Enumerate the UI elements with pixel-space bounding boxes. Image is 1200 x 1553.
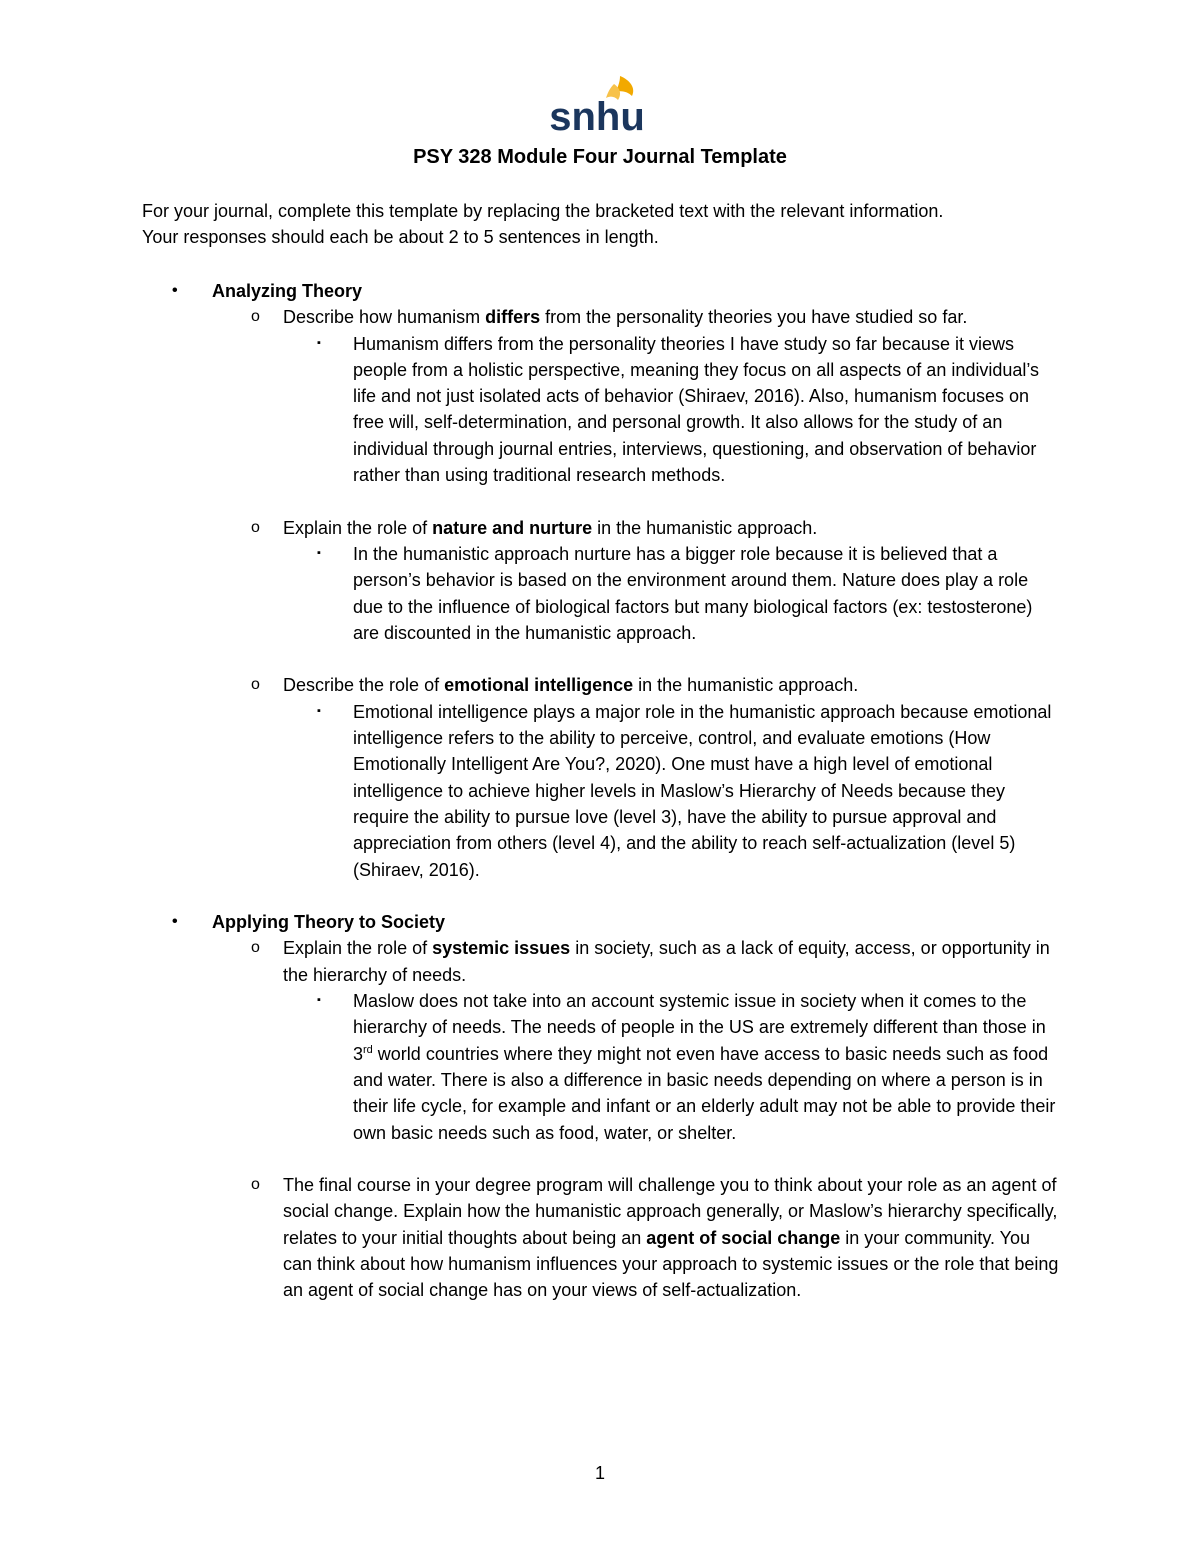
question-keyword: systemic issues bbox=[432, 938, 571, 959]
question-item bbox=[0, 304, 1063, 330]
spacer bbox=[0, 1146, 1200, 1172]
square-marker: ▪ bbox=[317, 546, 321, 559]
spacer bbox=[0, 488, 1200, 514]
question-text: Explain the role of bbox=[283, 517, 433, 538]
circle-marker: o bbox=[251, 1176, 260, 1194]
question-keyword: agent of social change bbox=[646, 1227, 841, 1248]
section-analyzing-theory bbox=[0, 278, 1200, 883]
question-text: Describe the role of bbox=[283, 675, 445, 696]
question-keyword: emotional intelligence bbox=[444, 675, 634, 696]
intro-line-2: Your responses should each be about 2 to 5 sentences in length. bbox=[142, 227, 659, 248]
question-item bbox=[0, 1172, 1063, 1303]
question-text: in the humanistic approach. bbox=[592, 517, 818, 538]
page-number: 1 bbox=[594, 1463, 605, 1483]
circle-marker: o bbox=[251, 939, 260, 957]
answer-text: Humanism differs from the personality theories I have study so far because it views people from a holistic perspective, meaning they focus on all aspects of an individual’s life and not just isolated acts of behavior (Shiraev, 2016). Also, humanism focuses on free will, self-determination, and personal growth. It also allows for the study of an individual through journal entries, interviews, questioning, and observation of behavior rather than using traditional research methods. bbox=[353, 333, 1040, 486]
snhu-logo bbox=[549, 74, 645, 139]
square-marker: ▪ bbox=[317, 994, 321, 1007]
question-text: in society, such as a lack of equity, access, or opportunity in the hierarchy of needs. bbox=[283, 938, 1050, 985]
question-text: The final course in your degree program will challenge you to think about your role as an agent of social change. Explain how the humanistic approach generally, or Maslow’s hierarchy specifically, relates to your initial thoughts about being an bbox=[283, 1175, 1058, 1248]
page-title: PSY 328 Module Four Journal Template bbox=[413, 146, 787, 168]
journal-content bbox=[0, 278, 1200, 1304]
question-text: in the humanistic approach. bbox=[633, 675, 859, 696]
intro-paragraph bbox=[142, 198, 1072, 251]
square-marker: ▪ bbox=[317, 704, 321, 717]
circle-marker: o bbox=[251, 518, 260, 536]
section-heading bbox=[0, 909, 1200, 935]
answer-item bbox=[0, 699, 1063, 883]
square-marker: ▪ bbox=[317, 336, 321, 349]
section-applying-theory bbox=[0, 909, 1200, 1303]
answer-text: In the humanistic approach nurture has a bigger role because it is believed that a person’s behavior is based on the environment around them. Nature does play a role due to the influence of biological factors but many biological factors (ex: testosterone) are discounted in the humanistic approach. bbox=[353, 543, 1033, 643]
spacer bbox=[0, 883, 1200, 909]
answer-text: Maslow does not take into an account systemic issue in society when it comes to the hierarchy of needs. The needs of people in the US are extremely different than those in 3rd world countries where they might not even have access to basic needs such as food and water. There is also a difference in basic needs depending on where a person is in their life cycle, for example and infant or an elderly adult may not be able to provide their own basic needs such as food, water, or shelter. bbox=[353, 991, 1056, 1143]
question-text: Describe how humanism bbox=[283, 307, 486, 328]
question-text: in your community. You can think about how humanism influences your approach to systemic issues or the role that being an agent of social change has on your views of self-actualization. bbox=[283, 1227, 1059, 1301]
section-heading bbox=[0, 278, 1200, 304]
section-heading-text: Analyzing Theory bbox=[212, 281, 363, 301]
answer-item bbox=[0, 541, 1063, 646]
bullet-marker: • bbox=[172, 282, 178, 299]
circle-marker: o bbox=[251, 676, 260, 694]
section-heading-text: Applying Theory to Society bbox=[212, 912, 446, 933]
circle-marker: o bbox=[251, 308, 260, 326]
answer-text: Emotional intelligence plays a major role in the humanistic approach because emotional intelligence refers to the ability to perceive, control, and evaluate emotions (How Emotionally Intelligent Are You?, 2020). One must have a high level of emotional intelligence to achieve higher levels in Maslow’s Hierarchy of Needs because they require the ability to pursue love (level 3), have the ability to pursue approval and appreciation from others (level 4), and the ability to reach self-actualization (level 5) (Shiraev, 2016). bbox=[353, 701, 1052, 880]
answer-item bbox=[0, 988, 1063, 1146]
intro-line-1: For your journal, complete this template by replacing the bracketed text with the relevant information. bbox=[142, 201, 944, 221]
question-item bbox=[0, 672, 1063, 698]
question-keyword: differs bbox=[485, 307, 541, 328]
bullet-marker: • bbox=[172, 913, 178, 931]
logo-text: snhu bbox=[549, 95, 645, 139]
question-text: from the personality theories you have studied so far. bbox=[540, 307, 968, 328]
question-text: Explain the role of bbox=[283, 938, 433, 959]
question-item bbox=[0, 935, 1063, 988]
answer-item bbox=[0, 331, 1063, 489]
spacer bbox=[0, 646, 1200, 672]
question-item bbox=[0, 515, 1063, 541]
question-keyword: nature and nurture bbox=[432, 517, 593, 538]
